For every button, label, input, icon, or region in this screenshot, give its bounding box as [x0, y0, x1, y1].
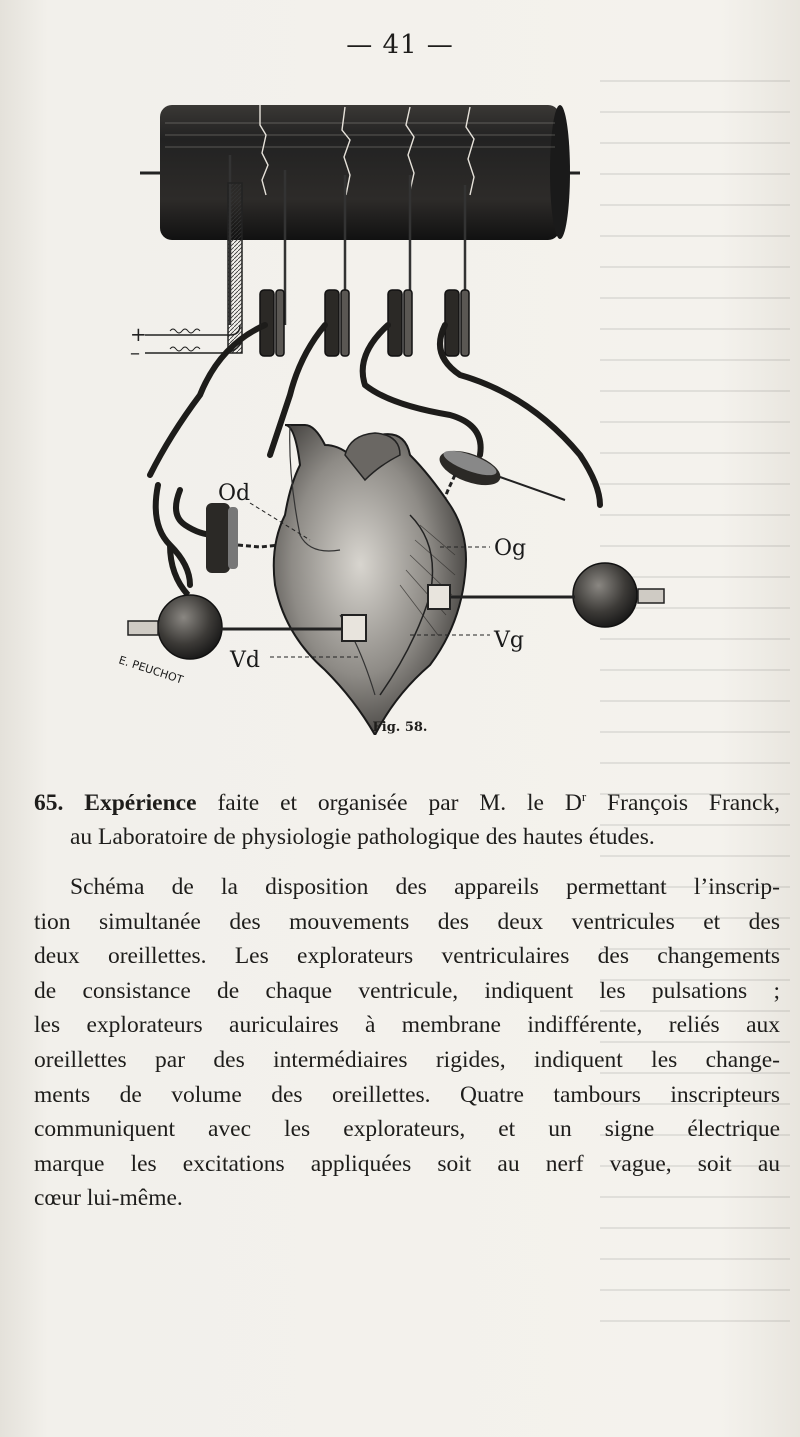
auricle-explorer-right	[435, 444, 565, 505]
section-heading	[34, 780, 780, 855]
paragraph-line: ments de volume des oreillettes. Quatre tambours inscripteurs	[34, 1081, 780, 1108]
heart-illustration	[274, 425, 466, 735]
recording-drum	[140, 105, 580, 353]
label-vg: Vg	[494, 628, 524, 653]
paragraph-line: de consistance de chaque ventricule, indiquent les pulsations ;	[34, 977, 780, 1004]
page-number: — 41 —	[346, 30, 454, 60]
section-title: Expérience	[84, 789, 197, 816]
body-paragraph	[34, 870, 780, 1216]
paragraph-line: tion simultanée des mouvements des deux ventricules et des	[34, 908, 780, 935]
paragraph-line: oreillettes par des intermédiaires rigides, indiquent les change-	[34, 1046, 780, 1073]
paragraph-line: Schéma de la disposition des appareils permettant l’inscrip-	[70, 874, 780, 900]
label-og: Og	[494, 536, 527, 561]
figure-caption: Fig. 58.	[372, 720, 428, 735]
label-od: Od	[218, 481, 251, 506]
minus-label: –	[130, 340, 140, 364]
section-heading-text-a: faite et organisée par M. le D	[217, 789, 582, 816]
section-heading-sup: r	[581, 789, 587, 804]
paragraph-line: cœur lui-même.	[34, 1185, 183, 1212]
auricle-explorer-left	[206, 503, 280, 573]
section-heading-text-b: François Franck,	[586, 789, 781, 816]
paragraph-line: communiquent avec les explorateurs, et un signe électrique	[34, 1116, 780, 1143]
section-heading-line-2: au Laboratoire de physiologie pathologique des hautes études.	[70, 824, 655, 851]
section-number: 65.	[34, 789, 64, 816]
paragraph-line: marque les excitations appliquées soit au nerf vague, soit au	[34, 1150, 780, 1177]
label-vd: Vd	[230, 648, 260, 673]
figure-58-apparatus-engraving	[110, 95, 690, 735]
paragraph-line: les explorateurs auriculaires à membrane indifférente, reliés aux	[34, 1012, 780, 1039]
plus-label: +	[130, 322, 147, 346]
engraver-signature: E. PEUCHOT	[117, 653, 185, 687]
paragraph-line: deux oreillettes. Les explorateurs ventriculaires des changements	[34, 943, 780, 970]
